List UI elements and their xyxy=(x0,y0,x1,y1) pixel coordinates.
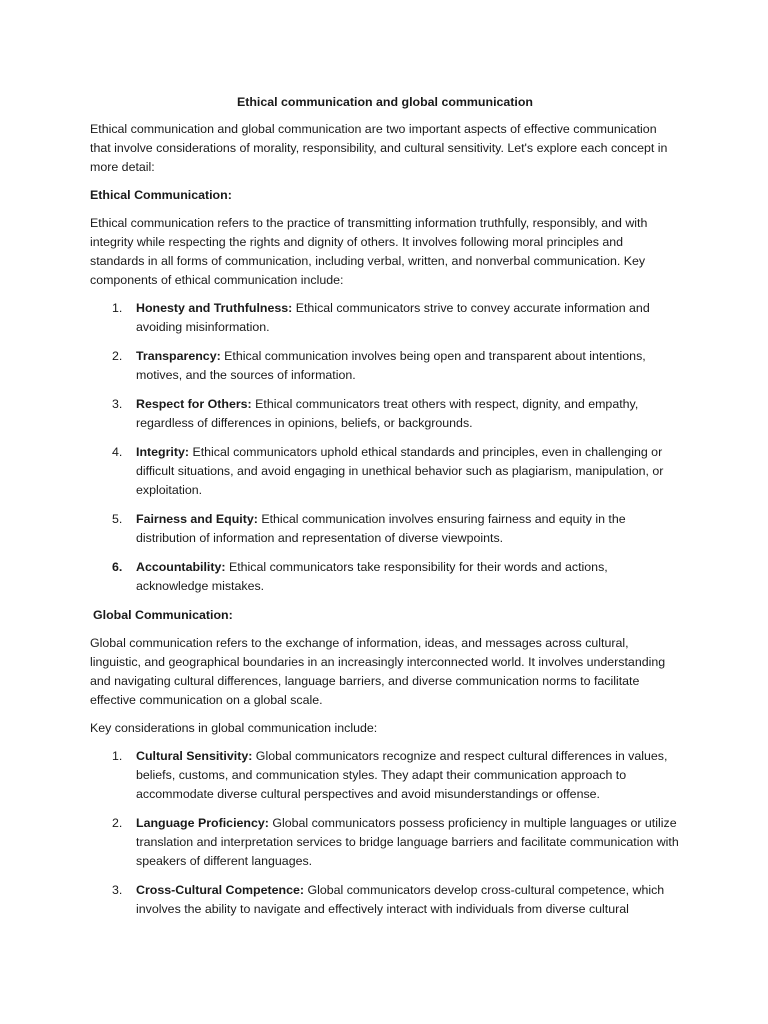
list-text: Ethical communicators take responsibility for their words and actions, acknowledge mistakes. xyxy=(136,560,608,593)
list-item xyxy=(90,510,680,548)
list-text: Ethical communicators treat others with respect, dignity, and empathy, regardless of differences in opinions, beliefs, or backgrounds. xyxy=(136,397,639,430)
list-number: 1. xyxy=(112,301,123,315)
list-text: Global communicators recognize and respect cultural differences in values, beliefs, customs, and communication styles. They adapt their communication approach to accommodate diverse cultural perspectives and avoid misunderstandings or offense. xyxy=(136,749,668,801)
list-term: Language Proficiency: xyxy=(136,816,269,830)
list-number: 1. xyxy=(112,749,123,763)
list-text: Ethical communication involves ensuring fairness and equity in the distribution of information and representation of diverse viewpoints. xyxy=(136,512,626,545)
list-term: Accountability: xyxy=(136,560,226,574)
list-text: Ethical communicators strive to convey accurate information and avoiding misinformation. xyxy=(136,301,650,334)
ethical-components-list xyxy=(90,299,680,596)
list-number: 4. xyxy=(112,445,123,459)
list-term: Transparency: xyxy=(136,349,221,363)
list-text: Ethical communication involves being open and transparent about intentions, motives, and the sources of information. xyxy=(136,349,646,382)
list-number: 6. xyxy=(112,560,123,574)
list-item xyxy=(90,881,680,919)
list-number: 3. xyxy=(112,397,123,411)
list-term: Integrity: xyxy=(136,445,190,459)
list-number: 3. xyxy=(112,883,123,897)
list-term: Cross-Cultural Competence: xyxy=(136,883,304,897)
ethical-communication-paragraph: Ethical communication refers to the practice of transmitting information truthfully, responsibly, and with integrity while respecting the rights and dignity of others. It involves following moral principles and standards in all forms of communication, including verbal, written, and nonverbal communication. Key components of ethical communication include: xyxy=(90,216,648,287)
list-text: Global communicators develop cross-cultural competence, which involves the ability to navigate and effectively interact with individuals from diverse cultural xyxy=(136,883,665,916)
list-number: 2. xyxy=(112,349,123,363)
ethical-communication-heading: Ethical Communication: xyxy=(90,188,232,202)
list-item xyxy=(90,814,680,871)
intro-paragraph: Ethical communication and global communication are two important aspects of effective communication that involve considerations of morality, responsibility, and cultural sensitivity. Let's explore each concept in more detail: xyxy=(90,122,668,174)
global-considerations-list xyxy=(90,747,680,919)
list-term: Fairness and Equity: xyxy=(136,512,258,526)
global-communication-paragraph: Global communication refers to the exchange of information, ideas, and messages across cultural, linguistic, and geographical boundaries in an increasingly interconnected world. It involves understanding and navigating cultural differences, language barriers, and diverse communication norms to facilitate effective communication on a global scale. xyxy=(90,636,666,707)
list-term: Respect for Others: xyxy=(136,397,252,411)
list-item xyxy=(90,558,680,596)
list-number: 5. xyxy=(112,512,123,526)
list-number: 2. xyxy=(112,816,123,830)
list-text: Global communicators possess proficiency in multiple languages or utilize translation and interpretation services to bridge language barriers and facilitate communication with speakers of different languages. xyxy=(136,816,679,868)
global-communication-heading: Global Communication: xyxy=(93,608,233,622)
considerations-intro: Key considerations in global communication include: xyxy=(90,721,378,735)
document-title: Ethical communication and global communication xyxy=(236,95,534,109)
list-item xyxy=(90,395,680,433)
list-term: Cultural Sensitivity: xyxy=(136,749,253,763)
list-item xyxy=(90,299,680,337)
list-item xyxy=(90,747,680,804)
list-text: Ethical communicators uphold ethical standards and principles, even in challenging or difficult situations, and avoid engaging in unethical behavior such as plagiarism, manipulation, or exploitation. xyxy=(136,445,664,497)
list-item xyxy=(90,347,680,385)
list-item xyxy=(90,443,680,500)
document-body xyxy=(90,93,680,929)
list-term: Honesty and Truthfulness: xyxy=(136,301,293,315)
